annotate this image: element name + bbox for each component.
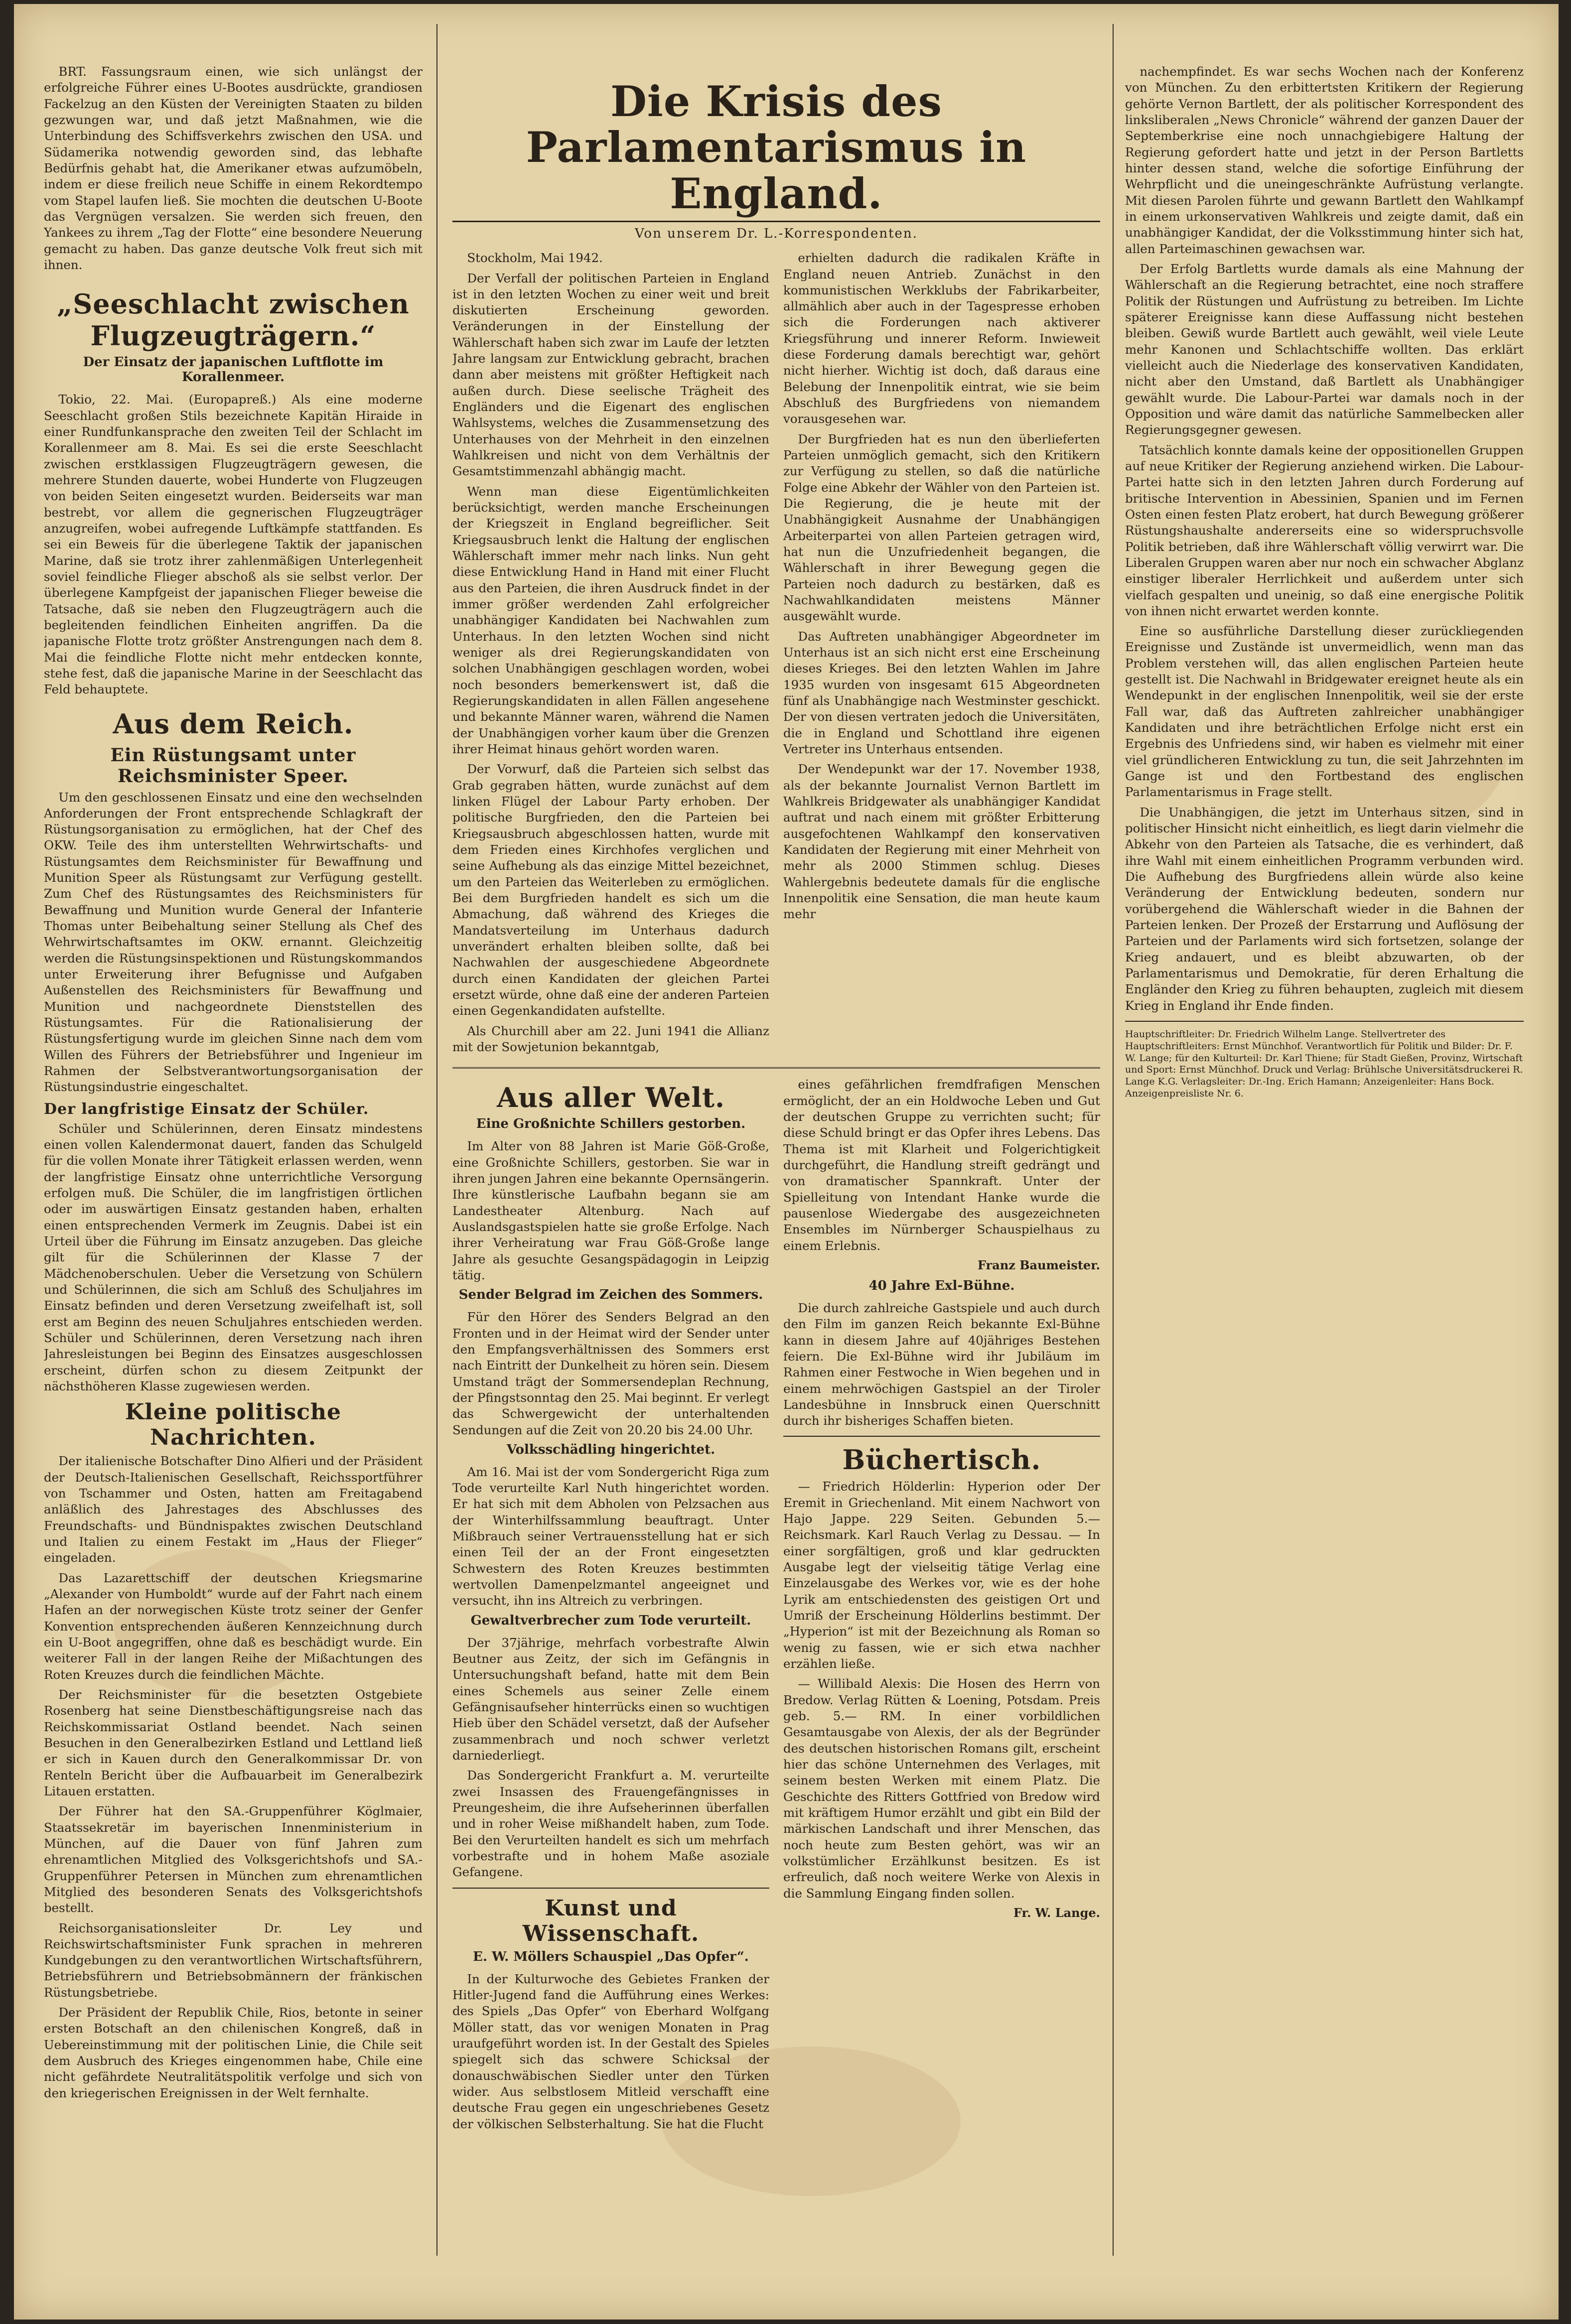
news-item: Der italienische Botschafter Dino Alfieri und der Präsident der Deutsch-Italienischen Gesellschaft, Reichssportführer von Tschammer und Osten, hatten am Freitagabend anläßlich des Jahrestages des Abschlusses des Freundschafts- und Bündnispaktes zwischen Deutschland und Italien zu einem Festakt im „Haus der Flieger“ eingeladen.	[44, 1454, 423, 1565]
article-paragraph: Der Erfolg Bartletts wurde damals als eine Mahnung der Wählerschaft an die Regierung betrachtet, eine noch straffere Politik der Rüstungen und Aufrüstung zu betreiben. Im Lichte späterer Ereignisse kann diese Auffassung nicht bestehen bleiben. Gewiß wurde Bartlett auch gewählt, weil viele Leute mehr Kanonen und Schlachtschiffe wollten. Das erklärt vielleicht auch die Niederlage des konservativen Kandidaten, nicht aber den Umstand, daß Bartlett als Unabhängiger gewählt wurde. Die Labour-Partei war damals noch in der Opposition und wäre damit das natürliche Sammelbecken aller Regierungsgegner gewesen.	[1125, 261, 1524, 437]
divider	[783, 1436, 1100, 1437]
schueler-article	[44, 1121, 423, 1395]
lower-section	[452, 1077, 1100, 2136]
news-item: Das Lazarettschiff der deutschen Kriegsmarine „Alexander von Humboldt“ wurde auf der Fahrt nach einem Hafen an der norwegischen Küste trotz seiner der Genfer Konvention entsprechenden äußeren Kennzeichnung durch ein U-Boot angegriffen, ohne daß es beschädigt wurde. Ein weiterer Fall in der langen Reihe der Mißachtungen des Roten Kreuzes durch die feindlichen Mächte.	[44, 1570, 423, 1682]
kunst-headline: Kunst und Wissenschaft.	[522, 1895, 700, 1946]
news-paragraph: Für den Hörer des Senders Belgrad an den Fronten und in der Heimat wird der Sender unter den Empfangsverhältnissen des Sommers erst nach Eintritt der Dunkelheit zu hören sein. Diesem Umstand trägt der Sommersendeplan Rechnung, der Pfingstsonntag den 25. Mai beginnt. Er verlegt das Schwergewicht der unterhaltenden Sendungen auf die Zeit von 20.20 bis 24.00 Uhr.	[452, 1310, 769, 1437]
welt-headline: Aus aller Welt.	[497, 1082, 725, 1114]
news-item: Der Präsident der Republik Chile, Rios, betonte in seiner ersten Botschaft an den chilenischen Kongreß, daß in Uebereinstimmung mit der politischen Linie, die Chile seit dem Ausbruch des Krieges eingenommen habe, Chile eine nicht gefährdete Neutralitätspolitik verfolge und sich von den kriegerischen Ereignissen in der Welt fernhalte.	[44, 2005, 423, 2100]
right-column	[1125, 4, 1524, 2276]
divider	[1125, 1021, 1524, 1022]
author-signature: Franz Baumeister.	[978, 1257, 1100, 1272]
article-paragraph: Tokio, 22. Mai. (Europapreß.) Als eine moderne Seeschlacht großen Stils bezeichnete Kapitän Hiraide in einer Rundfunkansprache den zweiten Teil der Schlacht im Korallenmeer am 8. Mai. Es sei die erste Seeschlacht zwischen erstklassigen Flugzeugträgern gewesen, die mehrere Stunden dauerte, wobei Hunderte von Flugzeugen von beiden Seiten eingesetzt wurden. Beiderseits war man bestrebt, vor allem die gegnerischen Flugzeugträger anzugreifen, wobei aufregende Luftkämpfe stattfanden. Es sei ein Beweis für die überlegene Taktik der japanischen Marine, daß sie trotz ihrer zahlenmäßigen Unterlegenheit soviel feindliche Flieger abschoß als sie selbst verlor. Der überlegene Kampfgeist der japanischen Flieger beweise die Tatsache, daß sie neben den Flugzeugträgern auch die begleitenden feindlichen Einheiten angriffen. Da die japanische Flotte trotz größter Anstrengungen nach dem 8. Mai die feindliche Flotte nicht mehr entdecken konnte, stehe fest, daß die japanische Marine in der Seeschlacht das Feld behauptete.	[44, 392, 423, 697]
article-paragraph: Eine so ausführliche Darstellung dieser zurückliegenden Ereignisse und Zustände ist unvermeidlich, wenn man das Problem verstehen will, das allen englischen Parteien heute gestellt ist. Die Nachwahl in Bridgewater ereignet heute als ein Wendepunkt in der englischen Innenpolitik, weil sie der erste Fall war, daß das Auftreten zahlreicher unabhängiger Kandidaten und ihre beträchtlichen Erfolge nicht erst ein Ergebnis des Unfriedens sind, wir haben es vielmehr mit einer viel gründlicheren Entwicklung zu tun, die seit Jahrzehnten im Gange ist und den Fortbestand des englischen Parlamentarismus in Frage stellt.	[1125, 624, 1524, 800]
seeschlacht-headline: „Seeschlacht zwischen Flugzeugträgern.“	[57, 288, 410, 352]
book-review: — Friedrich Hölderlin: Hyperion oder Der Eremit in Griechenland. Mit einem Nachwort von Hajo Jappe. 229 Seiten. Gebunden 5.— Reichsmark. Karl Rauch Verlag zu Dessau. — In einer sorgfältigen, groß und klar gedruckten Ausgabe legt der vielseitig tätige Verlag eine Einzelausgabe des Werkes vor, wie es der hohe Lyrik am entschiedensten des geistigen Ort und Umriß der Erscheinung Hölderlins bestimmt. Der „Hyperion“ ist mit der Bezeichnung als Roman so wenig zu fassen, wie er sich etwa nachher erzählen ließe.	[783, 1479, 1100, 1671]
article-paragraph: Schüler und Schülerinnen, deren Einsatz mindestens einen vollen Kalendermonat dauert, fanden das Schulgeld für die vollen Monate ihrer Tätigkeit erlassen werden, wenn der langfristige Einsatz ohne unterrichtliche Versorgung erfolgen muß. Die Schüler, die im langfristigen örtlichen oder im auswärtigen Einsatz gestanden haben, erhalten einen entsprechenden Vermerk im Zeugnis. Dabei ist ein Urteil über die Führung im Einsatz anzugeben. Das gleiche gilt für die Schülerinnen der Klasse 7 der Mädchenoberschulen. Ueber die Versetzung von Schülern und Schülerinnen, die sich am Schluß des Schuljahres im Einsatz befinden und deren Versetzung zweifelhaft ist, soll erst am Beginn des neuen Schuljahres entschieden werden. Schüler und Schülerinnen, deren Versetzung nach ihren Jahresleistungen bei Beginn des Einsatzes ausgeschlossen erscheint, dürfen schon zu diesem Zeitpunkt der nächsthöheren Klasse zugewiesen werden.	[44, 1121, 423, 1393]
news-paragraph: Am 16. Mai ist der vom Sondergericht Riga zum Tode verurteilte Karl Nuth hingerichtet worden. Er hat sich mit dem Abholen von Pelzsachen aus der Winterhilfssammlung beauftragt. Unter Mißbrauch seiner Vertrauensstellung hat er sich einen Teil der an der Front eingesetzten Schwestern des Roten Kreuzes bestimmten wertvollen Damenpelzmantel angeeignet und versucht, ihn ins Altreich zu verbringen.	[452, 1464, 769, 1608]
column-divider	[436, 24, 437, 2256]
article-paragraph: erhielten dadurch die radikalen Kräfte in England neuen Antrieb. Zunächst in den kommunistischen Werkklubs der Fabrikarbeiter, allmählich aber auch in der Tagespresse erhoben sich die Forderungen nach aktiverer Kriegsführung und innerer Reform. Inwieweit diese Forderung damals berechtigt war, gehört nicht hierher. Wichtig ist doch, daß daraus eine Belebung der Innenpolitik eintrat, wie sie beim Abschluß des Burgfriedens von niemandem vorausgesehen war.	[783, 251, 1100, 426]
article-paragraph: Der Burgfrieden hat es nun den überlieferten Parteien unmöglich gemacht, sich den Kritikern zur Verfügung zu stellen, so daß die natürliche Folge eine Abkehr der Wähler von den Parteien ist. Die Regierung, die je heute mit der Unabhängigkeit Ausnahme der Unabhängigen Arbeiterpartei von allen Parteien getragen wird, hat nun die Unzufriedenheit begangen, die Wählerschaft in ihrer Bewegung gegen die Parteien noch dadurch zu bestärken, daß es Nachwahlkandidaten meistens Männer ausgewählt wurde.	[783, 431, 1100, 624]
news-paragraph: Die durch zahlreiche Gastspiele und auch durch den Film im ganzen Reich bekannte Exl-Bühne kann in diesem Jahre auf 40jähriges Bestehen feiern. Die Exl-Bühne wird ihr Jubiläum im Rahmen einer Festwoche in Wien begehen und in einem mehrwöchigen Gastspiel an der Tiroler Landesbühne in Innsbruck einen Querschnitt durch ihr bisheriges Schaffen bieten.	[783, 1300, 1100, 1428]
headline-rule	[452, 221, 1100, 222]
main-headline: Die Krisis des Parlamentarismus in England.	[526, 77, 1027, 218]
main-article-continuation	[1125, 64, 1524, 1014]
news-subheadline: 40 Jahre Exl-Bühne.	[868, 1278, 1015, 1293]
imprint: Hauptschriftleiter: Dr. Friedrich Wilhelm Lange. Stellvertreter des Hauptschriftleiters: Ernst Münchhof. Verantwortlich für Politik und Bilder: Dr. F. W. Lange; für den Kulturteil: Dr. Karl Thiene; für Stadt Gießen, Provinz, Wirtschaft und Sport: Ernst Münchhof. Druck und Verlag: Brühlsche Universitätsdruckerei R. Lange K.G. Verlagsleiter: Dr.-Ing. Erich Hamann; Anzeigenleiter: Hans Bock. Anzeigenpreisliste Nr. 6.	[1125, 1029, 1523, 1099]
newspaper-page	[14, 4, 1559, 2320]
reich-section-headline: Aus dem Reich.	[113, 707, 354, 740]
news-item: Reichsorganisationsleiter Dr. Ley und Reichswirtschaftsminister Funk sprachen in mehreren Kundgebungen zu den verantwortlichen Wirtschaftsführern, Betriebsführern und Betriebsobmännern der fränkischen Rüstungsbetriebe.	[44, 1920, 423, 2000]
ruestung-headline: Ein Rüstungsamt unter Reichsminister Speer.	[110, 744, 356, 787]
news-subheadline: Sender Belgrad im Zeichen des Sommers.	[458, 1287, 763, 1303]
buecher-headline: Büchertisch.	[842, 1444, 1041, 1476]
article-paragraph: Die Unabhängigen, die jetzt im Unterhaus sitzen, sind in politischer Hinsicht nicht einheitlich, es liegt darin vielmehr die Abkehr von den Parteien als Tatsache, die es verhindert, daß ihre Wahl mit einem einheitlichen Programm verbunden wird. Die Aufhebung des Burgfriedens allein würde also keine Veränderung der Entwicklung bedeuten, sondern nur vorübergehend die Wählerschaft wieder in die Bahnen der Parteien lenken. Der Prozeß der Erstarrung und Auflösung der Parteien und der Parlaments wird sich fortsetzen, solange der Krieg andauert, und es bleibt abzuwarten, ob der Parlamentarismus und Demokratie, für deren Erhaltung die Engländer den Krieg zu führen behaupten, zugleich mit diesem Krieg in England ihr Ende finden.	[1125, 805, 1524, 1013]
news-paragraph: Das Sondergericht Frankfurt a. M. verurteilte zwei Insassen des Frauengefängnisses in Preungesheim, die ihre Aufseherinnen überfallen und in roher Weise mißhandelt haben, zum Tode. Bei den Verurteilten handelt es sich um mehrfach vorbestrafte und in hohem Maße asoziale Gefangene.	[452, 1768, 769, 1880]
article-paragraph: Wenn man diese Eigentümlichkeiten berücksichtigt, werden manche Erscheinungen der Kriegszeit in England begreiflicher. Seit Kriegsausbruch lenkt die Haltung der englischen Wählerschaft immer mehr nach links. Nun geht diese Entwicklung Hand in Hand mit einer Flucht aus den Parteien, die ihren Ausdruck findet in der immer größer werdenden Zahl erfolgreicher unabhängiger Kandidaten bei Nachwahlen zum Unterhaus. In den letzten Wochen sind nicht weniger als drei Regierungskandidaten von solchen Unabhängigen geschlagen worden, wobei noch besonders bemerkenswert ist, daß die Regierungskandidaten in allen Fällen angesehene und bekannte Männer waren, während die Namen der Unabhängigen vorher kaum über die Grenzen ihrer Heimat hinaus gehört worden waren.	[452, 484, 769, 757]
news-subheadline: Eine Großnichte Schillers gestorben.	[476, 1116, 746, 1132]
article-paragraph: Um den geschlossenen Einsatz und eine den wechselnden Anforderungen der Front entsprechende Schlagkraft der Rüstungsorganisation zu ermöglichen, hat der Chef des OKW. Teile des ihm unterstellten Wehrwirtschafts- und Rüstungsamtes dem Reichsminister für Bewaffnung und Munition Speer als Rüstungsamt zur Verfügung gestellt. Zum Chef des Rüstungsamtes des Reichsministers für Bewaffnung und Munition wurde General der Infanterie Thomas unter Beibehaltung seiner Stellung als Chef des Wehrwirtschaftsamtes im OKW. ernannt. Gleichzeitig werden die Rüstungsinspektionen und Rüstungskommandos unter Erweiterung ihrer Befugnisse und Aufgaben Außenstellen des Reichsministers für Bewaffnung und Munition und nachgeordnete Dienststellen des Rüstungsamtes. Für die Rationalisierung der Rüstungsfertigung wurde im gleichen Sinne nach dem vom Willen des Führers der Betriebsführer und Ingenieur im Rahmen der Selbstverantwortungsorganisation der Rüstungsindustrie eingeschaltet.	[44, 790, 423, 1094]
kleine-nachrichten-headline: Kleine politische Nachrichten.	[125, 1399, 342, 1451]
article-paragraph: BRT. Fassungsraum einen, wie sich unlängst der erfolgreiche Führer eines U-Bootes ausdrückte, grandiosen Fackelzug an den Küsten der Vereinigten Staaten zu bilden gezwungen war, und daß jetzt Maßnahmen, wie die Unterbindung des Schiffsverkehrs zwischen den USA. und Südamerika notwendig geworden sind, das lebhafte Bedürfnis gehabt hat, die Amerikaner etwas aufzumöbeln, indem er diese freilich neue Schiffe in einem Rekordtempo vom Stapel laufen ließ. Sie mochten die deutschen U-Boote das Vergnügen versalzen. Sie werden sich freuen, den Yankees zu ihrem „Tag der Flotte“ eine besondere Neuerung gemacht zu haben. Das ganze deutsche Volk freut sich mit ihnen.	[44, 64, 423, 272]
news-item: Der Führer hat den SA.-Gruppenführer Köglmaier, Staatssekretär im bayerischen Innenministerium in München, auf die Dauer von fünf Jahren zum ehrenamtlichen Mitglied des Volksgerichtshofs und SA.-Gruppenführer Petersen in München zum ehrenamtlichen Mitglied des besonderen Senats des Volksgerichtshofs bestellt.	[44, 1804, 423, 1915]
article-paragraph: nachempfindet. Es war sechs Wochen nach der Konferenz von München. Zu den erbittertsten Kritikern der Regierung gehörte Vernon Bartlett, der als politischer Korrespondent des linksliberalen „News Chronicle“ während der ganzen Dauer der Septemberkrise eine noch unnachgiebigere Haltung der Regierung gefordert hatte und jetzt in der Person Bartletts hinter dessen stand, welche die sofortige Einführung der Wehrpflicht und die uneingeschränkte Aufrüstung verlangte. Mit diesen Parolen führte und gewann Bartlett den Wahlkampf in einem urkonservativen Wahlkreis und zeigte damit, daß ein unabhängiger Kandidat, der die Volksstimmung hinter sich hat, allen Parteimaschinen gewachsen war.	[1125, 64, 1524, 256]
column-divider	[1113, 24, 1114, 2256]
article-paragraph: Tatsächlich konnte damals keine der oppositionellen Gruppen auf neue Kritiker der Regierung anziehend wirken. Die Labour-Partei hatte sich in den letzten Jahren durch Forderung auf britische Intervention in Abessinien, Spanien und im Fernen Osten einen festen Platz erobert, hat durch Bewegung größerer Rüstungshaushalte andererseits eine so widerspruchsvolle Politik betrieben, daß ihre Wählerschaft völlig verwirrt war. Die Liberalen Gruppen waren aber nur noch ein schwacher Abglanz einstiger liberaler Herrlichkeit und außerdem unter sich vielfach gespalten und uneinig, so daß eine energische Politik von ihnen nicht erwartet werden konnte.	[1125, 442, 1524, 618]
kleine-nachrichten-list	[44, 1453, 423, 2101]
article-paragraph: Das Auftreten unabhängiger Abgeordneter im Unterhaus ist an sich nicht erst eine Erscheinung dieses Krieges. Bei den letzten Wahlen im Jahre 1935 wurden von insgesamt 615 Abgeordneten fünf als Unabhängige nach Westminster geschickt. Der von diesen vertraten jedoch die Universitäten, die in England und Schottland ihre eigenen Vertreter ins Unterhaus entsenden.	[783, 629, 1100, 757]
kunst-article: In der Kulturwoche des Gebietes Franken der Hitler-Jugend fand die Aufführung eines Werkes: des Spiels „Das Opfer“ von Eberhard Wolfgang Möller statt, das vor wenigen Monaten in Prag uraufgeführt worden ist. In der Gestalt des Spieles spiegelt sich das schwere Schicksal der donauschwäbischen Siedler unter den Türken wider. Aus selbstlosem Mitleid verschafft eine deutsche Frau gegen ein ungeschriebenes Gesetz der völkischen Selbsterhaltung. Sie hat die Flucht	[452, 1971, 769, 2131]
article-paragraph: Der Verfall der politischen Parteien in England ist in den letzten Wochen zu einer weit und breit diskutierten Erscheinung geworden. Veränderungen in der Einstellung der Wählerschaft haben sich zwar im Laufe der letzten Jahre langsam zur Entwicklung gebracht, brachen dann aber meistens mit größter Heftigkeit nach außen durch. Diese seelische Trägheit des Engländers und die Eigenart des englischen Wahlsystems, welches die Zusammensetzung des Unterhauses von der Mehrheit in den einzelnen Wahlkreisen und nicht von dem Verhältnis der Gesamtstimmenzahl abhängig macht.	[452, 271, 769, 479]
main-article-col-2	[783, 250, 1100, 1059]
main-article-col-1	[452, 250, 769, 1059]
kunst-subheadline: E. W. Möllers Schauspiel „Das Opfer“.	[473, 1949, 749, 1964]
buecher-signature: Fr. W. Lange.	[1013, 1906, 1100, 1920]
article-paragraph: Als Churchill aber am 22. Juni 1941 die Allianz mit der Sowjetunion bekanntgab,	[452, 1023, 769, 1054]
schueler-headline: Der langfristige Einsatz der Schüler.	[44, 1100, 369, 1118]
news-paragraph: Im Alter von 88 Jahren ist Marie Göß-Große, eine Großnichte Schillers, gestorben. Sie war in ihren jungen Jahren eine bekannte Opernsängerin. Ihre künstlerische Laufbahn begann sie am Landestheater Altenburg. Nach auf Auslandsgastspielen hatte sie große Erfolge. Nach ihrer Verheiratung war Frau Göß-Große lange Jahre als gesuchte Gesangspädagogin in Leipzig tätig.	[452, 1139, 769, 1282]
seeschlacht-subheadline: Der Einsatz der japanischen Luftflotte im Korallenmeer.	[83, 355, 384, 385]
byline: Von unserem Dr. L.-Korrespondenten.	[635, 226, 918, 242]
seeschlacht-article	[44, 392, 423, 697]
book-review: — Willibald Alexis: Die Hosen des Herrn von Bredow. Verlag Rütten & Loening, Potsdam. Preis geb. 5.— RM. In einer vorbildlichen Gesamtausgabe von Alexis, der als der Begründer des deutschen historischen Romans gilt, erscheint hier das schöne Unternehmen des Verlages, mit seinem besten Werken mit einem Platz. Die Geschichte des Ritters Gottfried von Bredow wird mit kräftigem Humor erzählt und gibt ein Bild der märkischen Landschaft und ihrer Menschen, das noch heute zum Besten gehört, was wir an volkstümlicher Erzählkunst besitzen. Es ist erfreulich, daß noch weitere Werke von Alexis in die Sammlung Eingang finden sollen.	[783, 1676, 1100, 1901]
left-column	[44, 4, 423, 2276]
divider	[452, 1888, 769, 1889]
middle-column	[452, 4, 1100, 2276]
news-paragraph: eines gefährlichen fremdfrafigen Menschen ermöglicht, der an ein Holdwoche Leben und Gut der deutschen Gruppe zu verrichten sucht; für diese Schuld bringt er das Opfer ihres Lebens. Das Thema ist mit Klarheit und Folgerichtigkeit durchgeführt, die Handlung streift gedrängt und von dramatischer Spannkraft. Unter der Spielleitung von Intendant Hanke wurde die pausenlose Wiedergabe des ausgezeichneten Ensembles im Nürnberger Schauspielhaus zu einem Erlebnis.	[783, 1077, 1100, 1253]
welt-items	[452, 1116, 769, 1880]
news-subheadline: Gewaltverbrecher zum Tode verurteilt.	[470, 1613, 751, 1628]
article-paragraph: Stockholm, Mai 1942.	[467, 251, 603, 266]
section-divider	[452, 1067, 1100, 1069]
ruestung-article	[44, 790, 423, 1095]
news-paragraph: Der 37jährige, mehrfach vorbestrafte Alwin Beutner aus Zeitz, der sich im Gefängnis in Untersuchungshaft befand, hatte mit dem Bein eines Schemels aus seiner Zelle einem Gefängnisaufseher hinterrücks einen so wuchtigen Hieb über den Schädel versetzt, daß der Aufseher zusammenbrach und noch schwer verletzt darniederliegt.	[452, 1635, 769, 1763]
news-subheadline: Volksschädling hingerichtet.	[506, 1442, 715, 1457]
main-article	[452, 250, 1100, 1059]
article-paragraph: Der Wendepunkt war der 17. November 1938, als der bekannte Journalist Vernon Bartlett im Wahlkreis Bridgewater als unabhängiger Kandidat auftrat und nach einem mit größter Erbitterung ausgefochtenen Wahlkampf den konservativen Kandidaten der Regierung mit einer Mehrheit von mehr als 2000 Stimmen schlug. Dieses Wahlergebnis bedeutete damals für die englische Innenpolitik eine Sensation, die man heute kaum mehr	[783, 762, 1100, 922]
intro-article	[44, 64, 423, 273]
article-paragraph: Der Vorwurf, daß die Parteien sich selbst das Grab gegraben hätten, wurde zunächst auf dem linken Flügel der Labour Party erhoben. Der politische Burgfrieden, den die Parteien bei Kriegsausbruch abgeschlossen hatten, wurde mit dem Frieden eines Kirchhofes verglichen und seine Aufhebung als das einzige Mittel bezeichnet, um den Parteien das Weiterleben zu ermöglichen. Bei dem Burgfrieden handelt es sich um die Abmachung, daß während des Krieges die Mandatsverteilung im Unterhaus dadurch unverändert erhalten bleiben sollte, daß bei Nachwahlen der ausgeschiedene Abgeordnete durch einen Kandidaten der gleichen Partei ersetzt würde, ohne daß eine der anderen Parteien einen Gegenkandidaten aufstellte.	[452, 762, 769, 1018]
buecher-reviews	[783, 1479, 1100, 1902]
news-item: Der Reichsminister für die besetzten Ostgebiete Rosenberg hat seine Dienstbeschäftigungsreise nach das Reichskommissariat Ostland beendet. Nach seinen Besuchen in den Generalbezirken Estland und Lettland ließ er sich in Kauen durch den Generalkommissar Dr. von Renteln Bericht über die Aufbauarbeit im Generalbezirk Litauen erstatten.	[44, 1687, 423, 1798]
welt-items-2	[783, 1077, 1100, 1429]
welt-column	[452, 1077, 769, 2136]
welt-column-2	[783, 1077, 1100, 2136]
